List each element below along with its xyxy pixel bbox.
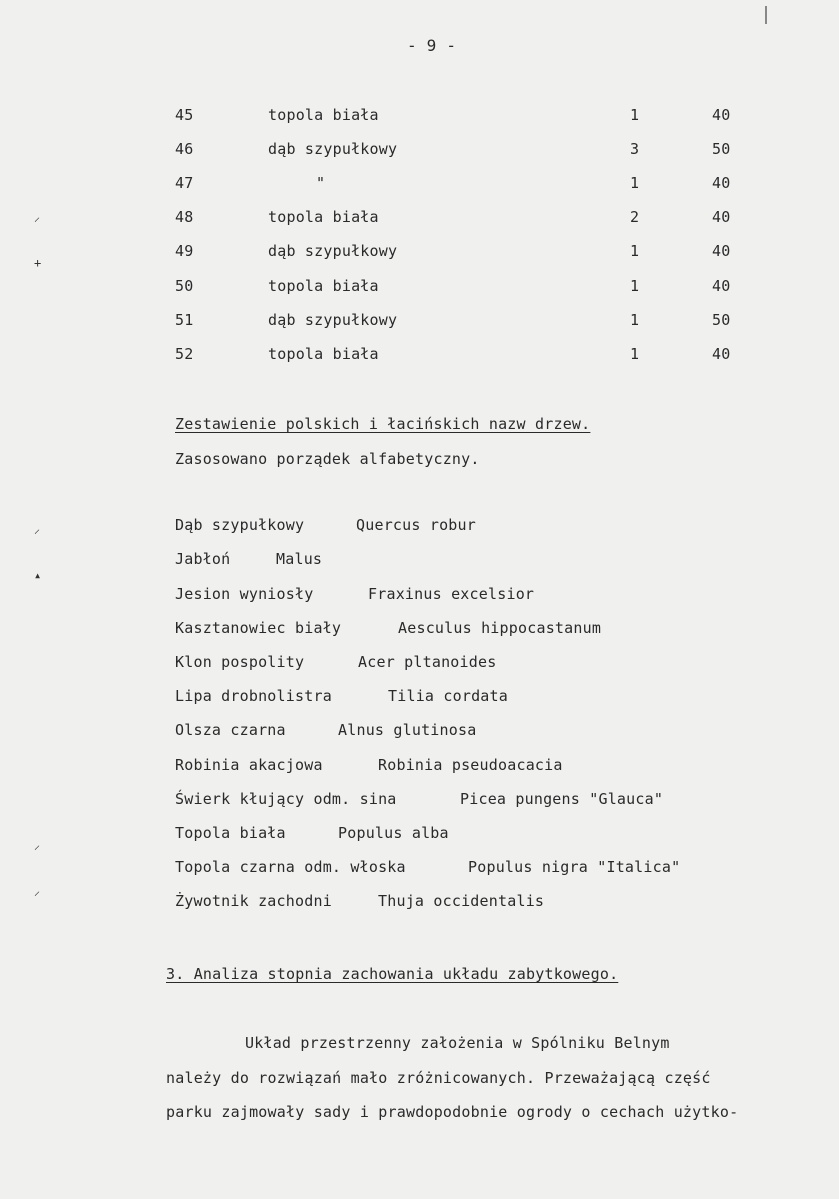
polish-name: Lipa drobnolistra bbox=[175, 687, 332, 705]
polish-name: Jabłoń bbox=[175, 550, 231, 568]
species-name: " bbox=[316, 174, 326, 192]
height: 40 bbox=[712, 242, 731, 260]
margin-mark: ⸝ bbox=[34, 884, 41, 898]
row-number: 49 bbox=[175, 242, 194, 260]
quantity: 1 bbox=[630, 345, 640, 363]
page-edge-mark bbox=[765, 6, 767, 24]
latin-name: Quercus robur bbox=[356, 516, 476, 534]
row-number: 48 bbox=[175, 208, 194, 226]
height: 40 bbox=[712, 174, 731, 192]
height: 50 bbox=[712, 311, 731, 329]
quantity: 1 bbox=[630, 311, 640, 329]
polish-name: Robinia akacjowa bbox=[175, 756, 323, 774]
latin-name: Acer pltanoides bbox=[358, 653, 497, 671]
row-number: 50 bbox=[175, 277, 194, 295]
polish-name: Olsza czarna bbox=[175, 721, 286, 739]
species-name: topola biała bbox=[268, 277, 379, 295]
row-number: 51 bbox=[175, 311, 194, 329]
latin-name: Tilia cordata bbox=[388, 687, 508, 705]
quantity: 1 bbox=[630, 242, 640, 260]
glossary-note: Zasosowano porządek alfabetyczny. bbox=[175, 450, 480, 468]
latin-name: Aesculus hippocastanum bbox=[398, 619, 602, 637]
latin-name: Populus alba bbox=[338, 824, 449, 842]
polish-name: Topola czarna odm. włoska bbox=[175, 858, 406, 876]
polish-name: Jesion wyniosły bbox=[175, 585, 314, 603]
polish-name: Dąb szypułkowy bbox=[175, 516, 305, 534]
height: 40 bbox=[712, 345, 731, 363]
polish-name: Topola biała bbox=[175, 824, 286, 842]
species-name: dąb szypułkowy bbox=[268, 242, 398, 260]
height: 40 bbox=[712, 277, 731, 295]
polish-name: Kasztanowiec biały bbox=[175, 619, 342, 637]
latin-name: Fraxinus excelsior bbox=[368, 585, 535, 603]
species-name: dąb szypułkowy bbox=[268, 311, 398, 329]
row-number: 52 bbox=[175, 345, 194, 363]
height: 50 bbox=[712, 140, 731, 158]
margin-mark: ⸝ bbox=[34, 838, 41, 852]
latin-name: Malus bbox=[276, 550, 323, 568]
latin-name: Alnus glutinosa bbox=[338, 721, 477, 739]
latin-name: Robinia pseudoacacia bbox=[378, 756, 563, 774]
quantity: 1 bbox=[630, 106, 640, 124]
body-line: Układ przestrzenny założenia w Spólniku Belnym bbox=[245, 1034, 670, 1052]
margin-mark: ⸝ bbox=[34, 210, 41, 224]
quantity: 1 bbox=[630, 277, 640, 295]
height: 40 bbox=[712, 208, 731, 226]
quantity: 1 bbox=[630, 174, 640, 192]
margin-mark: ⸝ bbox=[34, 522, 41, 536]
polish-name: Klon pospolity bbox=[175, 653, 305, 671]
glossary-heading: Zestawienie polskich i łacińskich nazw drzew. bbox=[175, 415, 591, 433]
body-line: należy do rozwiązań mało zróżnicowanych. Przeważającą część bbox=[166, 1069, 711, 1087]
quantity: 3 bbox=[630, 140, 640, 158]
polish-name: Świerk kłujący odm. sina bbox=[175, 790, 397, 808]
body-line: parku zajmowały sady i prawdopodobnie ogrody o cechach użytko- bbox=[166, 1103, 739, 1121]
row-number: 47 bbox=[175, 174, 194, 192]
species-name: dąb szypułkowy bbox=[268, 140, 398, 158]
row-number: 46 bbox=[175, 140, 194, 158]
latin-name: Thuja occidentalis bbox=[378, 892, 545, 910]
page-number: - 9 - bbox=[407, 36, 457, 55]
margin-mark: + bbox=[34, 256, 42, 270]
species-name: topola biała bbox=[268, 208, 379, 226]
height: 40 bbox=[712, 106, 731, 124]
margin-mark: ▴ bbox=[34, 568, 42, 582]
latin-name: Picea pungens "Glauca" bbox=[460, 790, 664, 808]
quantity: 2 bbox=[630, 208, 640, 226]
species-name: topola biała bbox=[268, 345, 379, 363]
polish-name: Żywotnik zachodni bbox=[175, 892, 332, 910]
latin-name: Populus nigra "Italica" bbox=[468, 858, 681, 876]
row-number: 45 bbox=[175, 106, 194, 124]
section-heading: 3. Analiza stopnia zachowania układu zabytkowego. bbox=[166, 965, 619, 983]
species-name: topola biała bbox=[268, 106, 379, 124]
